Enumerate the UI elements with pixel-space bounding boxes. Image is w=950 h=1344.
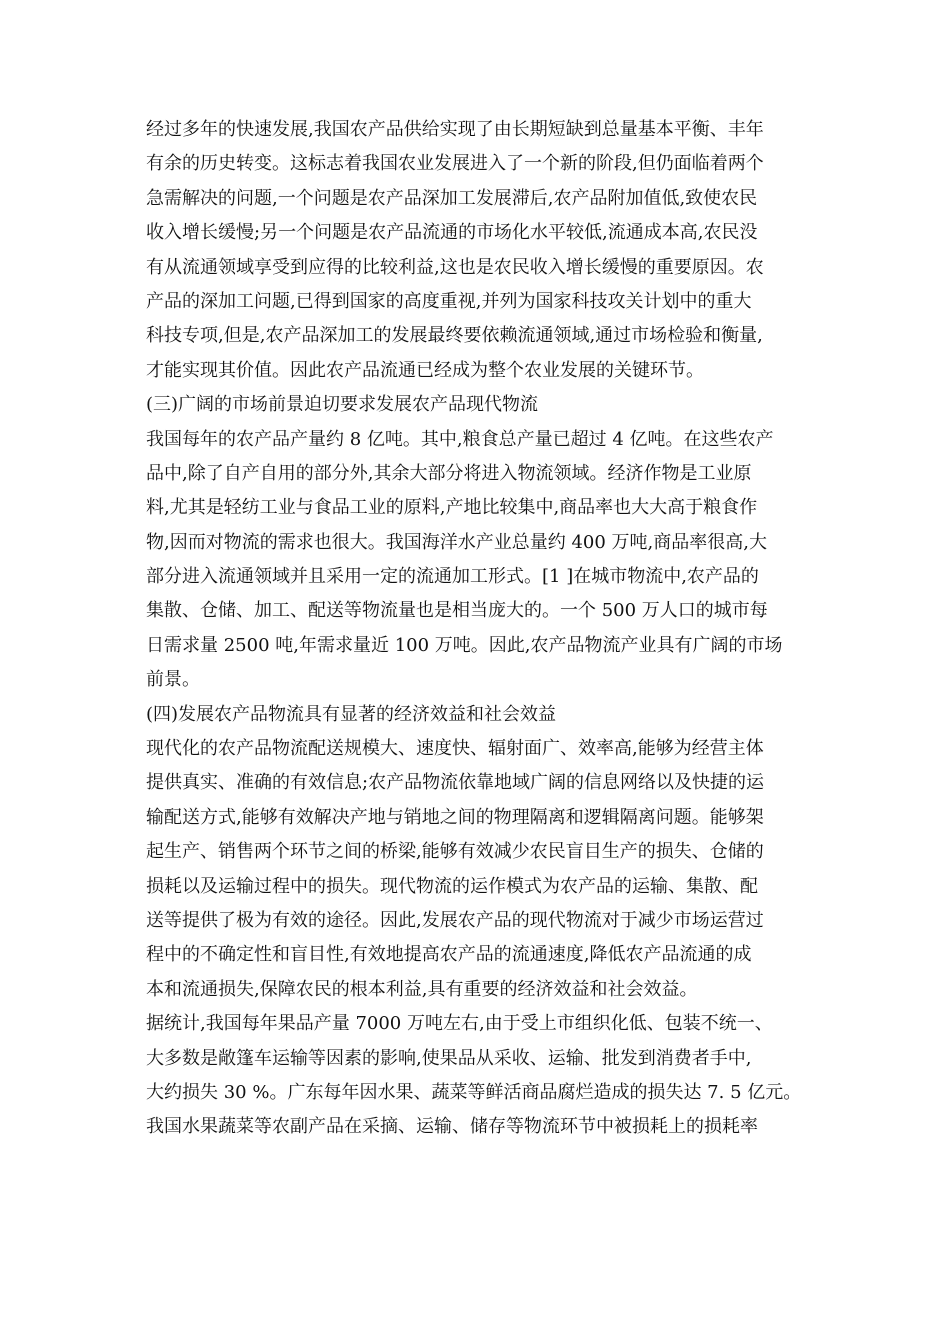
text-line: 现代化的农产品物流配送规模大、速度快、辐射面广、效率高,能够为经营主体	[146, 738, 764, 760]
text-line: 料,尤其是轻纺工业与食品工业的原料,产地比较集中,商品率也大大高于粮食作	[146, 497, 758, 519]
text-line: 急需解决的问题,一个问题是农产品深加工发展滞后,农产品附加值低,致使农民	[146, 187, 758, 209]
text-line: 品中,除了自产自用的部分外,其余大部分将进入物流领域。经济作物是工业原	[146, 462, 752, 484]
text-line: 科技专项,但是,农产品深加工的发展最终要依赖流通领域,通过市场检验和衡量,	[146, 325, 763, 347]
text-line: 提供真实、准确的有效信息;农产品物流依靠地域广阔的信息网络以及快捷的运	[146, 772, 765, 794]
text-line: 损耗以及运输过程中的损失。现代物流的运作模式为农产品的运输、集散、配	[146, 875, 758, 897]
text-line: 才能实现其价值。因此农产品流通已经成为整个农业发展的关键环节。	[146, 359, 704, 381]
text-line: 经过多年的快速发展,我国农产品供给实现了由长期短缺到总量基本平衡、丰年	[146, 119, 764, 140]
document-body	[146, 113, 816, 1145]
text-line: 集散、仓储、加工、配送等物流量也是相当庞大的。一个 500 万人口的城市每	[146, 600, 768, 622]
text-line: 本和流通损失,保障农民的根本利益,具有重要的经济效益和社会效益。	[146, 978, 698, 1000]
text-line: 有余的历史转变。这标志着我国农业发展进入了一个新的阶段,但仍面临着两个	[146, 153, 764, 175]
text-line: 送等提供了极为有效的途径。因此,发展农产品的现代物流对于减少市场运营过	[146, 909, 764, 931]
text-line: 日需求量 2500 吨,年需求量近 100 万吨。因此,农产品物流产业具有广阔的市场	[146, 634, 783, 656]
text-line: 我国水果蔬菜等农副产品在采摘、运输、储存等物流环节中被损耗上的损耗率	[146, 1116, 758, 1138]
text-line: 物,因而对物流的需求也很大。我国海洋水产业总量约 400 万吨,商品率很高,大	[146, 531, 767, 553]
text-line: 收入增长缓慢;另一个问题是农产品流通的市场化水平较低,流通成本高,农民没	[146, 222, 758, 244]
text-line: 起生产、销售两个环节之间的桥梁,能够有效减少农民盲目生产的损失、仓储的	[146, 841, 764, 863]
text-line: 据统计,我国每年果品产量 7000 万吨左右,由于受上市组织化低、包装不统一、	[146, 1013, 773, 1035]
section-heading: (三)广阔的市场前景迫切要求发展农产品现代物流	[146, 394, 539, 416]
text-line: 有从流通领域享受到应得的比较利益,这也是农民收入增长缓慢的重要原因。农	[146, 256, 764, 278]
text-line: 前景。	[146, 669, 200, 691]
text-line: 部分进入流通领域并且采用一定的流通加工形式。[1 ]在城市物流中,农产品的	[146, 566, 759, 588]
text-line: 大多数是敞篷车运输等因素的影响,使果品从采收、运输、批发到消费者手中,	[146, 1047, 752, 1069]
text-line: 大约损失 30 %。广东每年因水果、蔬菜等鲜活商品腐烂造成的损失达 7. 5 亿元。	[146, 1081, 802, 1103]
text-line: 产品的深加工问题,已得到国家的高度重视,并列为国家科技攻关计划中的重大	[146, 290, 752, 312]
section-heading: (四)发展农产品物流具有显著的经济效益和社会效益	[146, 703, 557, 725]
text-line: 输配送方式,能够有效解决产地与销地之间的物理隔离和逻辑隔离问题。能够架	[146, 806, 764, 828]
text-line: 我国每年的农产品产量约 8 亿吨。其中,粮食总产量已超过 4 亿吨。在这些农产	[146, 428, 774, 450]
text-line: 程中的不确定性和盲目性,有效地提高农产品的流通速度,降低农产品流通的成	[146, 944, 752, 966]
